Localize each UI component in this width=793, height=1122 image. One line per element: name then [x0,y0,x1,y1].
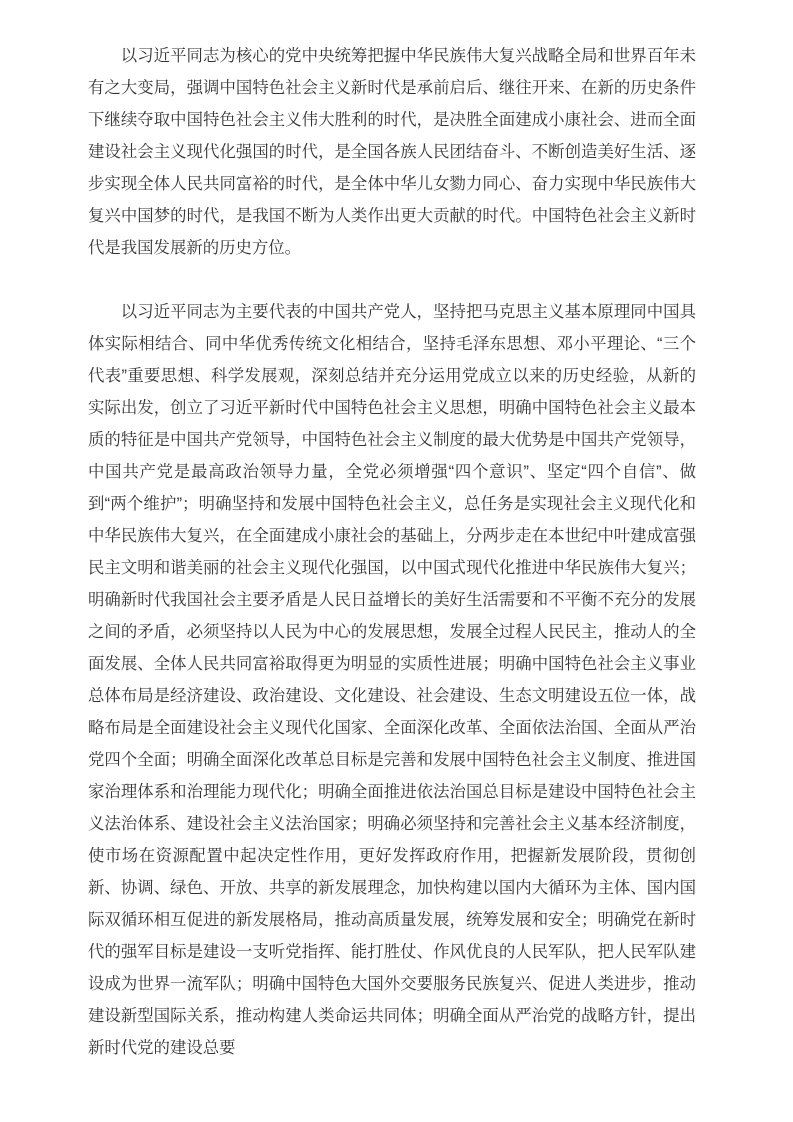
paragraph-new-era-historical-position: 以习近平同志为核心的党中央统筹把握中华民族伟大复兴战略全局和世界百年未有之大变局，强调中国特色社会主义新时代是承前启后、继往开来、在新的历史条件下继续夺取中国特色社会主义伟大胜利的时代，是决胜全面建成小康社会、进而全面建设社会主义现代化强国的时代，是全国各族人民团结奋斗、不断创造美好生活、逐步实现全体人民共同富裕的时代，是全体中华儿女勠力同心、奋力实现中华民族伟大复兴中国梦的时代，是我国不断为人类作出更大贡献的时代。中国特色社会主义新时代是我国发展新的历史方位。 [88,47,696,257]
paragraph-xi-thought-establishment: 以习近平同志为主要代表的中国共产党人，坚持把马克思主义基本原理同中国具体实际相结合、同中华优秀传统文化相结合，坚持毛泽东思想、邓小平理论、“三个代表”重要思想、科学发展观，深刻总结并充分运用党成立以来的历史经验，从新的实际出发，创立了习近平新时代中国特色社会主义思想，明确中国特色社会主义最本质的特征是中国共产党领导，中国特色社会主义制度的最大优势是中国共产党领导，中国共产党是最高政治领导力量，全党必须增强“四个意识”、坚定“四个自信”、做到“两个维护”；明确坚持和发展中国特色社会主义，总任务是实现社会主义现代化和中华民族伟大复兴，在全面建成小康社会的基础上，分两步走在本世纪中叶建成富强民主文明和谐美丽的社会主义现代化强国，以中国式现代化推进中华民族伟大复兴；明确新时代我国社会主要矛盾是人民日益增长的美好生活需要和不平衡不充分的发展之间的矛盾，必须坚持以人民为中心的发展思想，发展全过程人民民主，推动人的全面发展、全体人民共同富裕取得更为明显的实质性进展；明确中国特色社会主义事业总体布局是经济建设、政治建设、文化建设、社会建设、生态文明建设五位一体，战略布局是全面建设社会主义现代化国家、全面深化改革、全面依法治国、全面从严治党四个全面；明确全面深化改革总目标是完善和发展中国特色社会主义制度、推进国家治理体系和治理能力现代化；明确全面推进依法治国总目标是建设中国特色社会主义法治体系、建设社会主义法治国家；明确必须坚持和完善社会主义基本经济制度，使市场在资源配置中起决定性作用，更好发挥政府作用，把握新发展阶段，贯彻创新、协调、绿色、开放、共享的新发展理念，加快构建以国内大循环为主体、国内国际双循环相互促进的新发展格局，推动高质量发展，统筹发展和安全；明确党在新时代的强军目标是建设一支听党指挥、能打胜仗、作风优良的人民军队，把人民军队建设成为世界一流军队；明确中国特色大国外交要服务民族复兴、促进人类进步，推动建设新型国际关系，推动构建人类命运共同体；明确全面从严治党的战略方针，提出新时代党的建设总要 [88,303,696,1057]
document-page [88,40,696,1064]
